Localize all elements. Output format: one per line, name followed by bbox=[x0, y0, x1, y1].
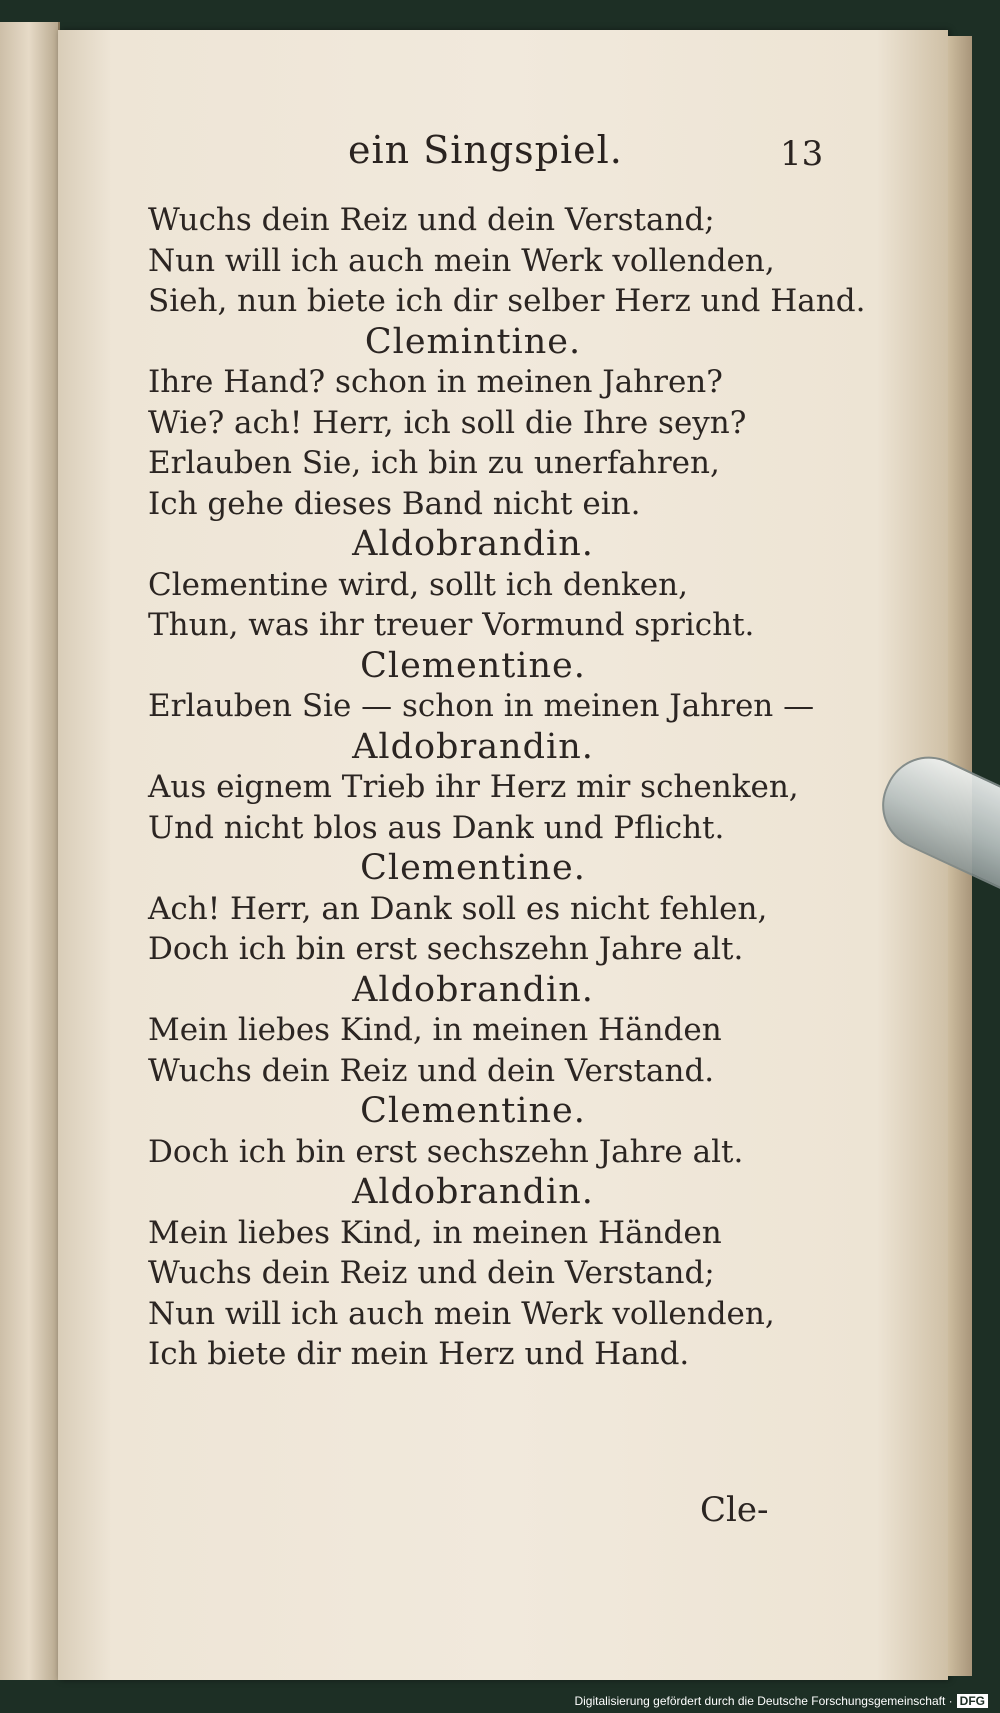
verse-line: Thun, was ihr treuer Vormund spricht. bbox=[148, 607, 755, 643]
page-header bbox=[58, 128, 948, 188]
verse-line: Ihre Hand? schon in meinen Jahren? bbox=[148, 364, 723, 400]
verse-line: Ich biete dir mein Herz und Hand. bbox=[148, 1336, 690, 1372]
speaker-name: Aldobrandin. bbox=[352, 524, 594, 564]
speaker-name: Clemintine. bbox=[364, 321, 582, 362]
speaker-name: Clementine. bbox=[360, 645, 586, 686]
verse-line: Wuchs dein Reiz und dein Verstand. bbox=[148, 1052, 715, 1089]
verse-line: Mein liebes Kind, in meinen Händen bbox=[148, 1012, 722, 1048]
verse-line: Nun will ich auch mein Werk vollenden, bbox=[148, 1295, 775, 1332]
catchword: Cle- bbox=[700, 1490, 769, 1530]
speaker-name: Clementine. bbox=[360, 1091, 586, 1131]
dfg-logo: DFG bbox=[957, 1694, 988, 1708]
speaker-name: Clementine. bbox=[360, 848, 586, 888]
verse-line: Und nicht blos aus Dank und Pflicht. bbox=[148, 809, 725, 846]
digitization-credit bbox=[570, 1693, 992, 1709]
running-head: ein Singspiel. bbox=[348, 128, 623, 172]
verse-line: Aus eignem Trieb ihr Herz mir schenken, bbox=[148, 769, 799, 805]
speaker-name: Aldobrandin. bbox=[352, 969, 594, 1010]
page-number: 13 bbox=[780, 134, 824, 174]
verse-line: Clementine wird, sollt ich denken, bbox=[148, 566, 688, 603]
verse-line: Mein liebes Kind, in meinen Händen bbox=[148, 1214, 722, 1251]
verse-line: Wuchs dein Reiz und dein Verstand; bbox=[148, 202, 715, 238]
speaker-name: Aldobrandin. bbox=[352, 726, 594, 767]
verse-line: Sieh, nun biete ich dir selber Herz und Hand. bbox=[148, 283, 866, 319]
verse-line: Wie? ach! Herr, ich soll die Ihre seyn? bbox=[148, 404, 747, 441]
verse-line: Nun will ich auch mein Werk vollenden, bbox=[148, 242, 775, 279]
speaker-name: Aldobrandin. bbox=[352, 1172, 594, 1212]
verse-line: Ach! Herr, an Dank soll es nicht fehlen, bbox=[148, 890, 768, 927]
verse-text-block bbox=[58, 200, 948, 1375]
verse-line: Doch ich bin erst sechszehn Jahre alt. bbox=[148, 1133, 744, 1170]
verse-line: Wuchs dein Reiz und dein Verstand; bbox=[148, 1255, 715, 1291]
verse-line: Doch ich bin erst sechszehn Jahre alt. bbox=[148, 931, 744, 967]
left-page-edge bbox=[0, 22, 60, 1680]
verse-line: Ich gehe dieses Band nicht ein. bbox=[148, 485, 641, 522]
verse-line: Erlauben Sie, ich bin zu unerfahren, bbox=[148, 445, 720, 481]
credit-text: Digitalisierung gefördert durch die Deutsche Forschungsgemeinschaft · bbox=[574, 1694, 953, 1708]
verse-line: Erlauben Sie — schon in meinen Jahren — bbox=[148, 688, 815, 724]
